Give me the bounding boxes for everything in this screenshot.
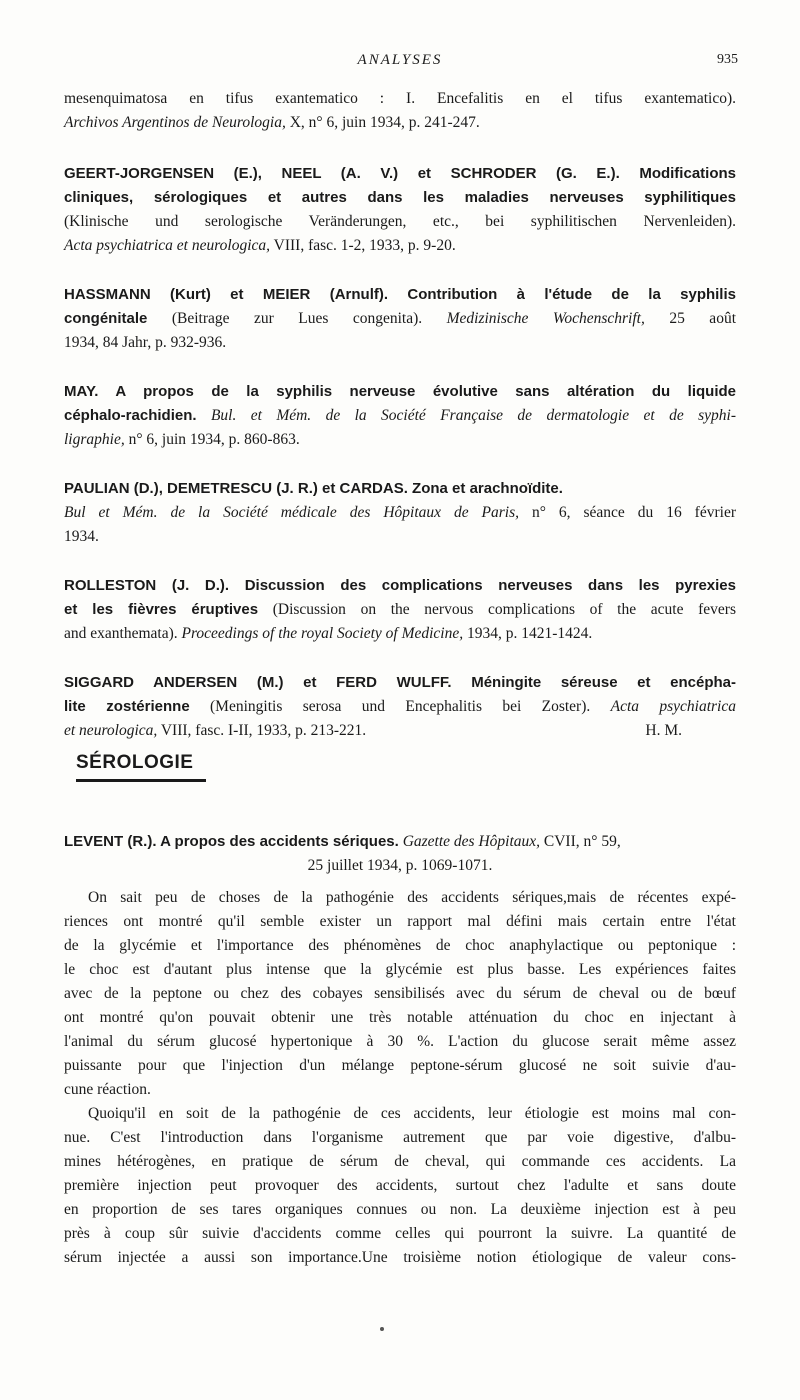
body-line: mines hétérogènes, en pratique de sérum de cheval, qui commande ces accidents. La: [64, 1153, 736, 1170]
entry-line: [64, 501, 736, 525]
entry-rolleston: [64, 574, 736, 646]
translated-title: and exanthemata).: [64, 625, 182, 642]
journal-name: Medizinische Wochenschrift,: [446, 310, 645, 327]
body-line: ont montré qu'on pouvait obtenir une très notable atténuation du choc en injectant à: [64, 1009, 736, 1026]
entry-title: et les fièvres éruptives: [64, 601, 259, 618]
body-line: sérum injectée a aussi son importance.Une troisième notion étiologique de valeur cons-: [64, 1249, 736, 1266]
entry-title: cliniques, sérologiques et autres dans les maladies nerveuses syphilitiques: [64, 189, 736, 206]
entry-title: congénitale: [64, 310, 148, 327]
body-line: puissante pour que l'injection d'un mélange peptone-sérum glucosé ne soit suivie d'au-: [64, 1057, 736, 1074]
entry-title: HASSMANN (Kurt) et MEIER (Arnulf). Contribution à l'étude de la syphilis: [64, 286, 736, 303]
journal-name: Archivos Argentinos de Neurologia,: [64, 114, 286, 131]
entry-line: 1934.: [64, 528, 99, 545]
entry-line: (Klinische und serologische Veränderungen, etc., bei syphilitischen Nervenleiden).: [64, 213, 736, 230]
entry-title: LEVENT (R.). A propos des accidents sériques.: [64, 833, 399, 850]
citation-details: n° 6, séance du 16 février: [519, 504, 736, 521]
body-line: près à coup sûr suivie d'accidents comme celles qui pourront la suivre. La quantité de: [64, 1225, 736, 1242]
journal-name: ligraphie,: [64, 431, 125, 448]
citation-details: VIII, fasc. 1-2, 1933, p. 9-20.: [270, 237, 456, 254]
entry-line: [64, 111, 736, 135]
entry-levent: [64, 830, 736, 878]
citation-details: 25 août: [644, 310, 736, 327]
reviewer-signature: H. M.: [645, 722, 682, 739]
body-line: l'animal du sérum glucosé hypertonique à 30 %. L'action du glucose serait même assez: [64, 1033, 736, 1050]
translated-title: (Beitrage zur Lues congenita).: [147, 310, 447, 327]
entry-geert-jorgensen: [64, 162, 736, 258]
entry-line: [64, 428, 736, 452]
journal-name: Bul et Mém. de la Société médicale des Hôpitaux de Paris,: [64, 504, 520, 521]
entry-title: GEERT-JORGENSEN (E.), NEEL (A. V.) et SCHRODER (G. E.). Modifications: [64, 165, 736, 182]
print-speck: [380, 1327, 384, 1331]
entry-title: MAY. A propos de la syphilis nerveuse évolutive sans altération du liquide: [64, 383, 736, 400]
entry-siggard-andersen: [64, 671, 736, 743]
running-title: ANALYSES: [357, 52, 443, 68]
body-line: le choc est d'autant plus intense que la glycémie est plus basse. Les expériences faites: [64, 961, 736, 978]
body-line: Quoiqu'il en soit de la pathogénie de ces accidents, leur étiologie est moins mal con-: [88, 1105, 736, 1122]
entry-title: céphalo-rachidien.: [64, 407, 197, 424]
citation-details: 25 juillet 1934, p. 1069-1071.: [307, 857, 493, 874]
entry-title: ROLLESTON (J. D.). Discussion des complications nerveuses dans les pyrexies: [64, 577, 736, 594]
entry-line: [64, 830, 736, 854]
entry-may: [64, 380, 736, 452]
citation-details: CVII, n° 59,: [540, 833, 621, 850]
entry-line: [64, 404, 736, 428]
body-line: riences ont montré qu'il semble exister un rapport mal défini mais certain entre l'état: [64, 913, 736, 930]
translated-title: (Meningitis serosa und Encephalitis bei Zoster).: [189, 698, 611, 715]
journal-name: Acta psychiatrica et neurologica,: [64, 237, 271, 254]
journal-name: Proceedings of the royal Society of Medicine,: [181, 625, 464, 642]
entry-line: mesenquimatosa en tifus exantematico : I. Encefalitis en el tifus exantematico).: [64, 90, 736, 107]
entry-continuation: [64, 87, 736, 135]
body-line: en proportion de ses tares organiques connues ou non. La deuxième injection est à peu: [64, 1201, 736, 1218]
body-line: première injection peut provoquer des accidents, surtout chez l'adulte et sans doute: [64, 1177, 736, 1194]
abstract-body: [64, 886, 736, 1270]
citation-details: VIII, fasc. I-II, 1933, p. 213-221.: [157, 722, 367, 739]
citation-details: n° 6, juin 1934, p. 860-863.: [124, 431, 300, 448]
citation-details: X, n° 6, juin 1934, p. 241-247.: [285, 114, 480, 131]
journal-name: et neurologica,: [64, 722, 158, 739]
entry-line: [64, 307, 736, 331]
entry-title: PAULIAN (D.), DEMETRESCU (J. R.) et CARDAS. Zona et arachnoïdite.: [64, 480, 563, 497]
body-line: avec de la peptone ou chez des cobayes sensibilisés avec du sérum de cheval ou de bœuf: [64, 985, 736, 1002]
journal-name: Gazette des Hôpitaux,: [398, 833, 541, 850]
journal-name: Bul. et Mém. de la Société Française de dermatologie et de syphi-: [196, 407, 736, 424]
entry-title: SIGGARD ANDERSEN (M.) et FERD WULFF. Méningite séreuse et encépha-: [64, 674, 736, 691]
entry-line: [64, 622, 736, 646]
entry-title: lite zostérienne: [64, 698, 190, 715]
entry-line: [64, 234, 736, 258]
entry-line: [64, 719, 736, 743]
body-line: On sait peu de choses de la pathogénie des accidents sériques,mais de récentes expé-: [88, 889, 736, 906]
body-line: nue. C'est l'introduction dans l'organisme autrement que par voie digestive, d'albu-: [64, 1129, 736, 1146]
body-line: de la glycémie et l'importance des phénomènes de choc anaphylactique ou peptonique :: [64, 937, 736, 954]
section-heading: SÉROLOGIE: [76, 752, 194, 773]
entry-paulian: [64, 477, 736, 549]
entry-line: [64, 598, 736, 622]
journal-name: Acta psychiatrica: [610, 698, 736, 715]
page-header: [0, 52, 800, 72]
entry-line: [64, 695, 736, 719]
entry-line: 1934, 84 Jahr, p. 932-936.: [64, 334, 227, 351]
section-underline: [76, 779, 206, 782]
entry-hassmann: [64, 283, 736, 355]
page-number: 935: [717, 52, 738, 67]
translated-title: (Discussion on the nervous complications of the acute fevers: [258, 601, 736, 618]
body-line: cune réaction.: [64, 1081, 151, 1098]
citation-details: 1934, p. 1421-1424.: [463, 625, 593, 642]
